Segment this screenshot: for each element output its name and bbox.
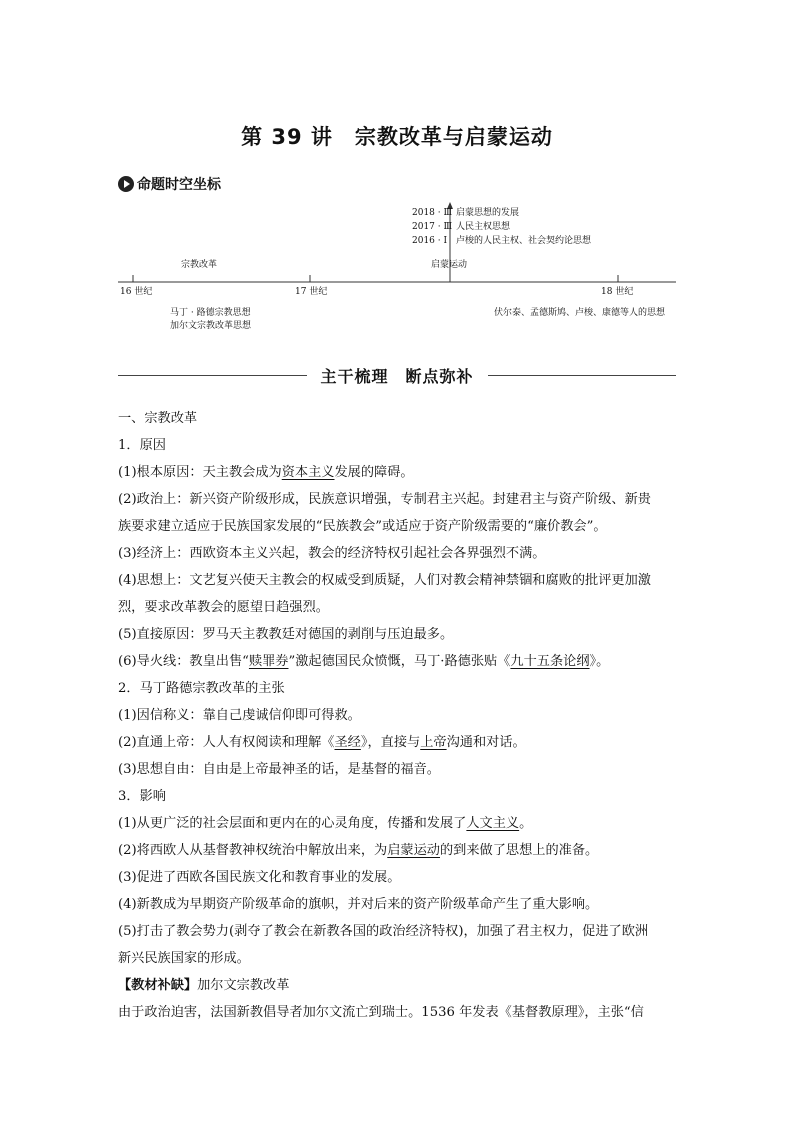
impact-1-text: (1)从更广泛的社会层面和更内在的心灵角度，传播和发展了: [118, 816, 467, 831]
divider-line-left: [118, 375, 307, 376]
period-label-reform: 宗教改革: [181, 260, 218, 270]
impact-3: (3)促进了西欧各国民族文化和教育事业的发展。: [118, 870, 401, 885]
impact-5-line-2: 新兴民族国家的形成。: [118, 951, 250, 966]
cause-6: [118, 648, 678, 675]
claim-2-text: (2)直通上帝：人人有权阅读和理解《: [118, 735, 335, 750]
main-content: [118, 405, 678, 1026]
page-title: 第 39 讲 宗教改革与启蒙运动: [241, 125, 553, 149]
claim-2-blank-1: 圣经: [334, 735, 361, 750]
timeline: [0, 0, 794, 340]
impact-2: [118, 837, 678, 864]
supplement-tag: 【教材补缺】: [118, 978, 198, 993]
cause-1-blank: 资本主义: [281, 465, 335, 480]
cause-4-line-1: (4)思想上：文艺复兴使天主教会的权威受到质疑，人们对教会精神禁锢和腐败的批评更加激: [118, 573, 651, 588]
cause-6-blank-2: 九十五条论纲: [510, 654, 590, 669]
impact-4: (4)新教成为早期资产阶级革命的旗帜，并对后来的资产阶级革命产生了重大影响。: [118, 897, 599, 912]
impact-1-tail: 。: [519, 816, 533, 831]
supplement-title: 加尔文宗教改革: [197, 978, 290, 993]
century-label-16: 16 世纪: [120, 287, 153, 297]
impact-1: [118, 810, 678, 837]
divider-line-right: [488, 375, 677, 376]
enlightenment-thoughts: 伏尔泰、孟德斯鸠、卢梭、康德等人的思想: [494, 308, 666, 318]
period-label-enlightenment: 启蒙运动: [431, 260, 468, 270]
cause-5: (5)直接原因：罗马天主教教廷对德国的剥削与压迫最多。: [118, 627, 454, 642]
reform-thought-2: 加尔文宗教改革思想: [170, 321, 252, 331]
exam-code-2: 2017 · Ⅲ: [412, 222, 453, 232]
claim-2: [118, 729, 678, 756]
section-divider: [118, 364, 676, 386]
claim-2-tail: 沟通和对话。: [446, 735, 526, 750]
heading-claims: 2．马丁路德宗教改革的主张: [118, 681, 285, 696]
claim-3: (3)思想自由：自由是上帝最神圣的话，是基督的福音。: [118, 762, 440, 777]
impact-5-line-1: (5)打击了教会势力(剥夺了教会在新教各国的政治经济特权)，加强了君主权力，促进了欧洲: [118, 924, 649, 939]
cause-6-blank-1: 赎罪券: [248, 654, 289, 669]
exam-code-1: 2018 · Ⅲ: [412, 208, 453, 218]
exam-topic-3: 卢梭的人民主权、社会契约论思想: [456, 236, 592, 246]
century-label-17: 17 世纪: [295, 287, 328, 297]
supplement-heading: [118, 972, 678, 999]
heading-impact: 3．影响: [118, 789, 166, 804]
cause-1-tail: 发展的障碍。: [334, 465, 414, 480]
exam-code-3: 2016 · Ⅰ: [412, 236, 448, 246]
supplement-text: 由于政治迫害，法国新教倡导者加尔文流亡到瑞士。1536 年发表《基督教原理》，主张“信: [118, 1005, 644, 1020]
claim-1: (1)因信称义：靠自己虔诚信仰即可得救。: [118, 708, 361, 723]
claim-2-blank-2: 上帝: [420, 735, 447, 750]
cause-6-tail: 》。: [589, 654, 610, 669]
impact-2-text: (2)将西欧人从基督教神权统治中解放出来，为: [118, 843, 388, 858]
divider-label: 主干梳理 断点弥补: [320, 366, 474, 386]
cause-2-line-2: 族要求建立适应于民族国家发展的“民族教会”或适应于资产阶级需要的“廉价教会”。: [118, 519, 607, 534]
reform-thought-1: 马丁 · 路德宗教思想: [170, 308, 251, 318]
cause-1-text: (1)根本原因：天主教会成为: [118, 465, 282, 480]
impact-1-blank: 人文主义: [466, 816, 520, 831]
cause-6-text: (6)导火线：教皇出售“: [118, 654, 249, 669]
cause-2-line-1: (2)政治上：新兴资产阶级形成，民族意识增强，专制君主兴起。封建君主与资产阶级、新贵: [118, 492, 651, 507]
claim-2-mid: 》，直接与: [360, 735, 421, 750]
cause-3: (3)经济上：西欧资本主义兴起，教会的经济特权引起社会各界强烈不满。: [118, 546, 546, 561]
exam-topic-1: 启蒙思想的发展: [456, 208, 520, 218]
heading-religious-reform: 一、宗教改革: [118, 411, 198, 426]
impact-2-blank: 启蒙运动: [387, 843, 440, 858]
cause-4-line-2: 烈，要求改革教会的愿望日趋强烈。: [118, 600, 329, 615]
century-label-18: 18 世纪: [601, 287, 634, 297]
impact-2-tail: 的到来做了思想上的准备。: [440, 843, 599, 858]
heading-causes: 1．原因: [118, 438, 166, 453]
cause-6-mid: ”激起德国民众愤慨，马丁·路德张贴《: [288, 654, 511, 669]
exam-topic-2: 人民主权思想: [456, 222, 511, 232]
cause-1: [118, 459, 678, 486]
section-tag-label: 命题时空坐标: [137, 177, 221, 193]
